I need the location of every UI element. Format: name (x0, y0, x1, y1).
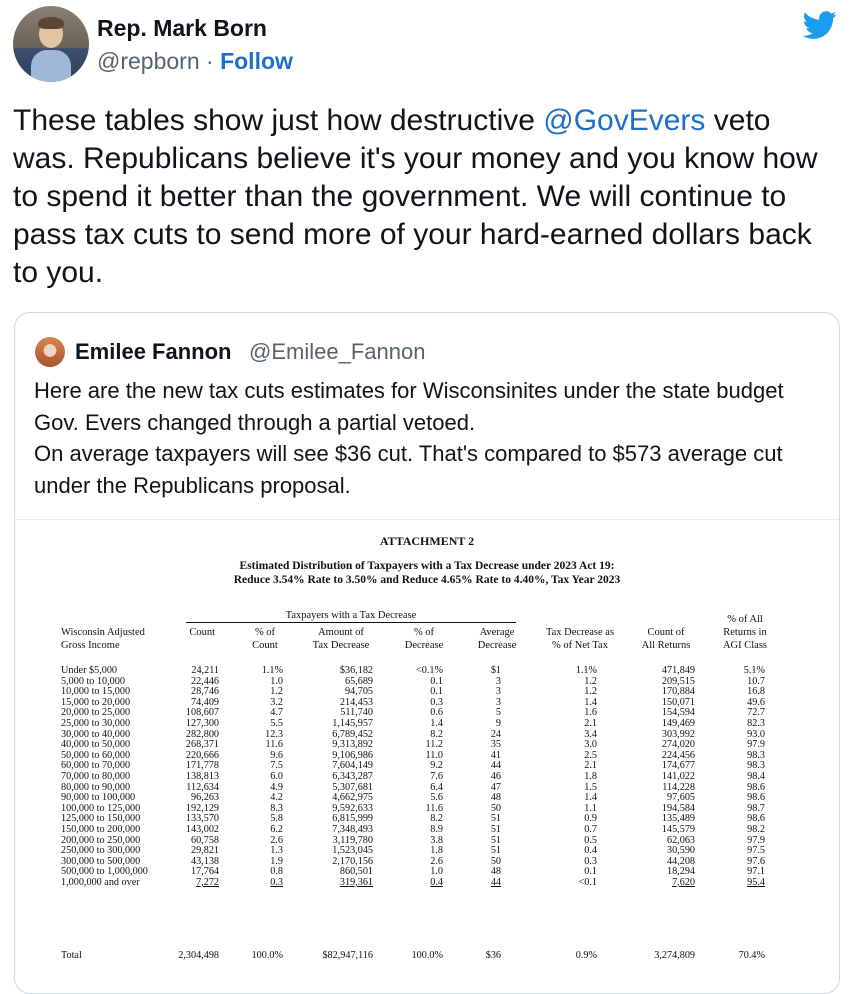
table-cell-net-tax: 2.1 (584, 760, 597, 772)
table-cell-net-tax: 0.7 (584, 823, 597, 835)
table-cell-avg: 35 (490, 739, 501, 751)
tweet-text-part: veto was. Republicans believe it's your money and you know how to spend it better than the government. We will continue to pass tax cuts to send more of your hard-earned dollars back to you. (13, 104, 818, 289)
table-cell-agi: 15,000 to 20,000 (61, 696, 131, 708)
table-cell-pct-decrease: 1.0 (430, 866, 443, 878)
table-cell-net-tax: 0.1 (584, 866, 597, 878)
table-cell-returns: 135,489 (661, 813, 695, 825)
table-cell-count: 43,138 (190, 855, 219, 867)
table-cell-amount: 1,523,045 (332, 845, 373, 857)
table-cell-pct-decrease: <0.1% (416, 665, 443, 676)
table-cell-count: 192,129 (185, 802, 219, 814)
table-cell-count: 138,813 (185, 770, 219, 782)
total-label: Total (61, 950, 82, 961)
table-cell-pct-count: 0.3 (270, 876, 283, 888)
column-pct-returns (715, 666, 765, 888)
table-cell-pct-count: 5.5 (270, 717, 283, 729)
table-cell-avg: 48 (490, 792, 501, 804)
table-cell-returns: 174,677 (661, 760, 695, 772)
table-cell-amount: 214,453 (339, 696, 373, 708)
header-pct-count: % of Count (252, 627, 278, 651)
column-pct-count (243, 666, 283, 888)
table-cell-avg: 51 (490, 823, 501, 835)
table-cell-count: 127,300 (185, 717, 219, 729)
table-cell-count: 17,764 (190, 866, 219, 878)
table-cell-pct-decrease: 6.4 (430, 781, 443, 793)
table-cell-pct-returns: 97.6 (747, 855, 765, 867)
quoted-author-avatar[interactable] (35, 337, 65, 367)
table-cell-avg: 9 (495, 717, 501, 729)
table-cell-pct-decrease: 8.9 (430, 823, 443, 835)
table-cell-pct-decrease: 0.4 (430, 876, 443, 888)
table-cell-avg: 48 (490, 866, 501, 878)
column-pct-decrease (399, 666, 443, 888)
table-cell-net-tax: 1.2 (584, 675, 597, 687)
table-cell-pct-returns: 95.4 (747, 876, 765, 888)
table-cell-count: 96,263 (190, 792, 219, 804)
table-cell-avg: 51 (490, 813, 501, 825)
table-cell-pct-count: 8.3 (270, 802, 283, 814)
table-cell-returns: 303,992 (661, 728, 695, 740)
table-cell-net-tax: 3.4 (584, 728, 597, 740)
table-cell-pct-count: 1.0 (270, 675, 283, 687)
follow-button[interactable]: Follow (220, 48, 293, 74)
total-amount: $82,947,116 (322, 950, 373, 961)
total-returns: 3,274,809 (654, 950, 695, 961)
table-cell-returns: 149,469 (661, 717, 695, 729)
table-cell-pct-returns: 98.6 (747, 813, 765, 825)
separator-dot: · (206, 48, 214, 74)
table-cell-agi: 1,000,000 and over (61, 876, 140, 888)
table-cell-pct-returns: 16.8 (747, 686, 765, 698)
table-cell-amount: 6,343,287 (332, 770, 373, 782)
author-name[interactable]: Rep. Mark Born (97, 15, 267, 41)
table-cell-pct-count: 0.8 (270, 866, 283, 878)
table-cell-pct-count: 4.9 (270, 781, 283, 793)
table-cell-avg: 5 (495, 707, 501, 719)
table-cell-pct-returns: 49.6 (747, 696, 765, 708)
table-cell-agi: 250,000 to 300,000 (61, 845, 141, 857)
table-cell-returns: 224,456 (661, 749, 695, 761)
table-cell-amount: 9,313,892 (332, 739, 373, 751)
header-net-tax: Tax Decrease as % of Net Tax (545, 627, 615, 651)
table-cell-pct-returns: 72.7 (747, 707, 765, 719)
table-cell-amount: 2,170,156 (332, 855, 373, 867)
table-cell-net-tax: 1.2 (584, 686, 597, 698)
table-cell-avg: 47 (490, 781, 501, 793)
table-cell-amount: 7,348,493 (332, 823, 373, 835)
table-cell-amount: 7,604,149 (332, 760, 373, 772)
table-cell-pct-count: 7.5 (270, 760, 283, 772)
table-cell-pct-count: 1.3 (270, 845, 283, 857)
table-cell-pct-decrease: 1.8 (430, 845, 443, 857)
column-net-tax (555, 666, 597, 888)
table-cell-avg: 46 (490, 770, 501, 782)
table-cell-avg: 50 (490, 855, 501, 867)
table-cell-returns: 274,020 (661, 739, 695, 751)
table-cell-returns: 44,208 (666, 855, 695, 867)
table-cell-amount: 860,501 (339, 866, 373, 878)
table-cell-returns: 170,884 (661, 686, 695, 698)
twitter-bird-icon[interactable] (801, 8, 839, 42)
total-pct-decrease: 100.0% (411, 950, 443, 961)
header-count: Count (189, 627, 215, 638)
table-cell-pct-count: 1.1% (261, 665, 283, 676)
header-average: Average Decrease (477, 627, 517, 651)
table-cell-count: 60,758 (190, 834, 219, 846)
quoted-author-name[interactable]: Emilee Fannon (75, 339, 232, 364)
table-cell-agi: 20,000 to 25,000 (61, 707, 131, 719)
table-cell-pct-returns: 98.3 (747, 760, 765, 772)
table-cell-agi: 100,000 to 125,000 (61, 802, 141, 814)
table-cell-agi: 30,000 to 40,000 (61, 728, 131, 740)
table-cell-pct-returns: 97.1 (747, 866, 765, 878)
table-cell-returns: 62,063 (666, 834, 695, 846)
table-cell-pct-returns: 98.3 (747, 749, 765, 761)
table-cell-pct-count: 5.8 (270, 813, 283, 825)
column-returns (635, 666, 695, 888)
table-cell-returns: 145,579 (661, 823, 695, 835)
total-count: 2,304,498 (178, 950, 219, 961)
table-cell-pct-decrease: 0.3 (430, 696, 443, 708)
table-cell-net-tax: 1.1% (575, 665, 597, 676)
table-cell-net-tax: 2.1 (584, 717, 597, 729)
table-cell-amount: 6,815,999 (332, 813, 373, 825)
column-agi (61, 666, 181, 888)
tweet-text-part: These tables show just how destructive (13, 104, 544, 137)
table-cell-net-tax: 0.9 (584, 813, 597, 825)
table-cell-pct-count: 6.0 (270, 770, 283, 782)
table-cell-pct-count: 3.2 (270, 696, 283, 708)
table-cell-returns: 141,022 (661, 770, 695, 782)
table-cell-avg: 3 (495, 675, 501, 687)
table-cell-pct-returns: 98.7 (747, 802, 765, 814)
header-amount: Amount of Tax Decrease (312, 627, 370, 651)
table-cell-agi: 25,000 to 30,000 (61, 717, 131, 729)
header-pct-returns: % of All Returns in AGI Class (722, 614, 768, 651)
table-cell-returns: 471,849 (661, 665, 695, 676)
table-cell-net-tax: 1.5 (584, 781, 597, 793)
table-cell-avg: 3 (495, 686, 501, 698)
tweet-header (13, 6, 843, 86)
table-cell-pct-returns: 93.0 (747, 728, 765, 740)
tweet-text (13, 102, 833, 292)
table-cell-agi: 5,000 to 10,000 (61, 675, 125, 687)
column-average (471, 666, 501, 888)
table-cell-pct-decrease: 11.2 (425, 739, 443, 751)
table-cell-avg: 41 (490, 749, 501, 761)
table-cell-avg: 50 (490, 802, 501, 814)
table-cell-pct-decrease: 0.1 (430, 675, 443, 687)
table-cell-net-tax: 1.4 (584, 696, 597, 708)
table-cell-net-tax: 0.4 (584, 845, 597, 857)
table-cell-amount: 511,740 (340, 707, 373, 719)
table-cell-agi: 150,000 to 200,000 (61, 823, 141, 835)
table-cell-amount: 5,307,681 (332, 781, 373, 793)
table-cell-pct-count: 4.7 (270, 707, 283, 719)
table-cell-pct-count: 4.2 (270, 792, 283, 804)
table-cell-amount: 9,592,633 (332, 802, 373, 814)
table-cell-amount: 9,106,986 (332, 749, 373, 761)
table-cell-returns: 150,071 (661, 696, 695, 708)
table-title-line1: Estimated Distribution of Taxpayers with a Tax Decrease under 2023 Act 19: (239, 560, 615, 572)
quoted-text-line: Here are the new tax cuts estimates for Wisconsinites under the state budget Gov. Evers changed through a partial vetoed. (34, 378, 784, 435)
table-cell-pct-decrease: 0.1 (430, 686, 443, 698)
table-cell-pct-returns: 82.3 (747, 717, 765, 729)
table-cell-count: 171,778 (185, 760, 219, 772)
table-cell-returns: 209,515 (661, 675, 695, 687)
table-cell-pct-decrease: 11.6 (425, 802, 443, 814)
table-cell-returns: 114,228 (662, 781, 695, 793)
table-cell-pct-decrease: 2.6 (430, 855, 443, 867)
table-cell-avg: $1 (490, 665, 501, 676)
table-cell-returns: 30,590 (666, 845, 695, 857)
table-cell-amount: 6,789,452 (332, 728, 373, 740)
table-cell-amount: $36,182 (339, 665, 373, 676)
table-cell-pct-returns: 98.6 (747, 792, 765, 804)
table-cell-amount: 3,119,780 (332, 834, 373, 846)
table-cell-count: 220,666 (185, 749, 219, 761)
table-cell-amount: 4,662,975 (332, 792, 373, 804)
total-pct-returns: 70.4% (738, 950, 765, 961)
table-cell-agi: 40,000 to 50,000 (61, 739, 131, 751)
table-cell-pct-count: 2.6 (270, 834, 283, 846)
table-cell-agi: 90,000 to 100,000 (61, 792, 136, 804)
table-cell-pct-decrease: 8.2 (430, 728, 443, 740)
table-cell-count: 108,607 (185, 707, 219, 719)
table-cell-amount: 1,145,957 (332, 717, 373, 729)
total-net-tax: 0.9% (575, 950, 597, 961)
table-cell-returns: 194,584 (661, 802, 695, 814)
table-cell-agi: 10,000 to 15,000 (61, 686, 131, 698)
author-handle-line (97, 48, 293, 75)
table-cell-count: 143,002 (185, 823, 219, 835)
table-cell-pct-decrease: 3.8 (430, 834, 443, 846)
table-cell-net-tax: 3.0 (584, 739, 597, 751)
header-agi: Wisconsin Adjusted Gross Income (61, 627, 145, 651)
table-cell-pct-decrease: 5.6 (430, 792, 443, 804)
column-count (165, 666, 219, 888)
table-cell-agi: 200,000 to 250,000 (61, 834, 141, 846)
table-cell-agi: 50,000 to 60,000 (61, 749, 131, 761)
table-cell-pct-returns: 97.9 (747, 739, 765, 751)
author-avatar[interactable] (13, 6, 89, 82)
table-cell-pct-decrease: 11.0 (425, 749, 443, 761)
table-cell-agi: 300,000 to 500,000 (61, 855, 141, 867)
mention-link[interactable]: @GovEvers (543, 104, 706, 137)
table-cell-agi: 125,000 to 150,000 (61, 813, 141, 825)
quoted-tweet[interactable] (14, 312, 840, 994)
header-returns: Count of All Returns (641, 627, 691, 651)
header-pct-decrease: % of Decrease (404, 627, 444, 651)
table-cell-agi: 60,000 to 70,000 (61, 760, 131, 772)
attachment-label: ATTACHMENT 2 (379, 534, 475, 548)
table-cell-pct-returns: 97.9 (747, 834, 765, 846)
table-cell-avg: 44 (490, 760, 501, 772)
table-cell-avg: 3 (495, 696, 501, 708)
table-cell-agi: 80,000 to 90,000 (61, 781, 131, 793)
table-cell-count: 133,570 (185, 813, 219, 825)
table-cell-count: 268,371 (185, 739, 219, 751)
table-cell-pct-count: 11.6 (265, 739, 283, 751)
total-average: $36 (485, 950, 501, 961)
table-cell-pct-decrease: 0.6 (430, 707, 443, 719)
table-cell-pct-count: 1.9 (270, 855, 283, 867)
quoted-tweet-text (34, 375, 824, 501)
table-cell-net-tax: 0.3 (584, 855, 597, 867)
quoted-text-line: On average taxpayers will see $36 cut. That's compared to $573 average cut under the Republicans proposal. (34, 441, 783, 498)
table-cell-net-tax: 0.5 (584, 834, 597, 846)
table-cell-count: 282,800 (185, 728, 219, 740)
table-cell-net-tax: 1.6 (584, 707, 597, 719)
table-cell-net-tax: 2.5 (584, 749, 597, 761)
table-cell-net-tax: 1.4 (584, 792, 597, 804)
table-cell-pct-decrease: 8.2 (430, 813, 443, 825)
table-title-line2: Reduce 3.54% Rate to 3.50% and Reduce 4.65% Rate to 4.40%, Tax Year 2023 (233, 574, 621, 586)
table-cell-pct-returns: 97.5 (747, 845, 765, 857)
table-cell-pct-returns: 10.7 (747, 675, 765, 687)
table-cell-agi: 70,000 to 80,000 (61, 770, 131, 782)
tax-table-image[interactable] (15, 519, 839, 994)
table-cell-pct-returns: 98.4 (747, 770, 765, 782)
table-cell-agi: 500,000 to 1,000,000 (61, 866, 148, 878)
table-cell-net-tax: 1.1 (584, 802, 597, 814)
table-cell-avg: 24 (490, 728, 501, 740)
table-cell-pct-count: 12.3 (265, 728, 283, 740)
table-cell-count: 112,634 (186, 781, 219, 793)
table-cell-pct-count: 1.2 (270, 686, 283, 698)
table-cell-pct-returns: 98.2 (747, 823, 765, 835)
table-cell-net-tax: 1.8 (584, 770, 597, 782)
table-cell-count: 24,211 (191, 665, 219, 676)
table-cell-pct-returns: 98.6 (747, 781, 765, 793)
table-cell-count: 29,821 (190, 845, 219, 857)
table-cell-returns: 154,594 (661, 707, 695, 719)
author-handle[interactable]: @repborn (97, 48, 200, 74)
table-cell-returns: 7,620 (672, 876, 695, 888)
table-cell-net-tax: <0.1 (578, 876, 597, 888)
table-cell-count: 28,746 (190, 686, 219, 698)
table-cell-pct-count: 6.2 (270, 823, 283, 835)
table-cell-pct-decrease: 9.2 (430, 760, 443, 772)
table-cell-amount: 94,705 (344, 686, 373, 698)
table-cell-avg: 44 (490, 876, 501, 888)
table-cell-avg: 51 (490, 845, 501, 857)
table-cell-amount: 65,689 (344, 675, 373, 687)
table-cell-pct-count: 9.6 (270, 749, 283, 761)
table-cell-avg: 51 (490, 834, 501, 846)
table-cell-returns: 97,605 (666, 792, 695, 804)
total-pct-count: 100.0% (251, 950, 283, 961)
table-cell-count: 7,272 (196, 876, 219, 888)
table-cell-count: 22,446 (190, 675, 219, 687)
table-cell-agi: Under $5,000 (61, 665, 118, 676)
quoted-author-handle[interactable]: @Emilee_Fannon (249, 339, 426, 364)
table-cell-count: 74,409 (190, 696, 219, 708)
table-cell-pct-decrease: 1.4 (430, 717, 443, 729)
group-header: Taxpayers with a Tax Decrease (186, 610, 516, 623)
table-cell-amount: 319,361 (339, 876, 373, 888)
table-cell-pct-decrease: 7.6 (430, 770, 443, 782)
table-cell-returns: 18,294 (666, 866, 695, 878)
table-cell-pct-returns: 5.1% (743, 665, 765, 676)
column-amount (305, 666, 373, 888)
